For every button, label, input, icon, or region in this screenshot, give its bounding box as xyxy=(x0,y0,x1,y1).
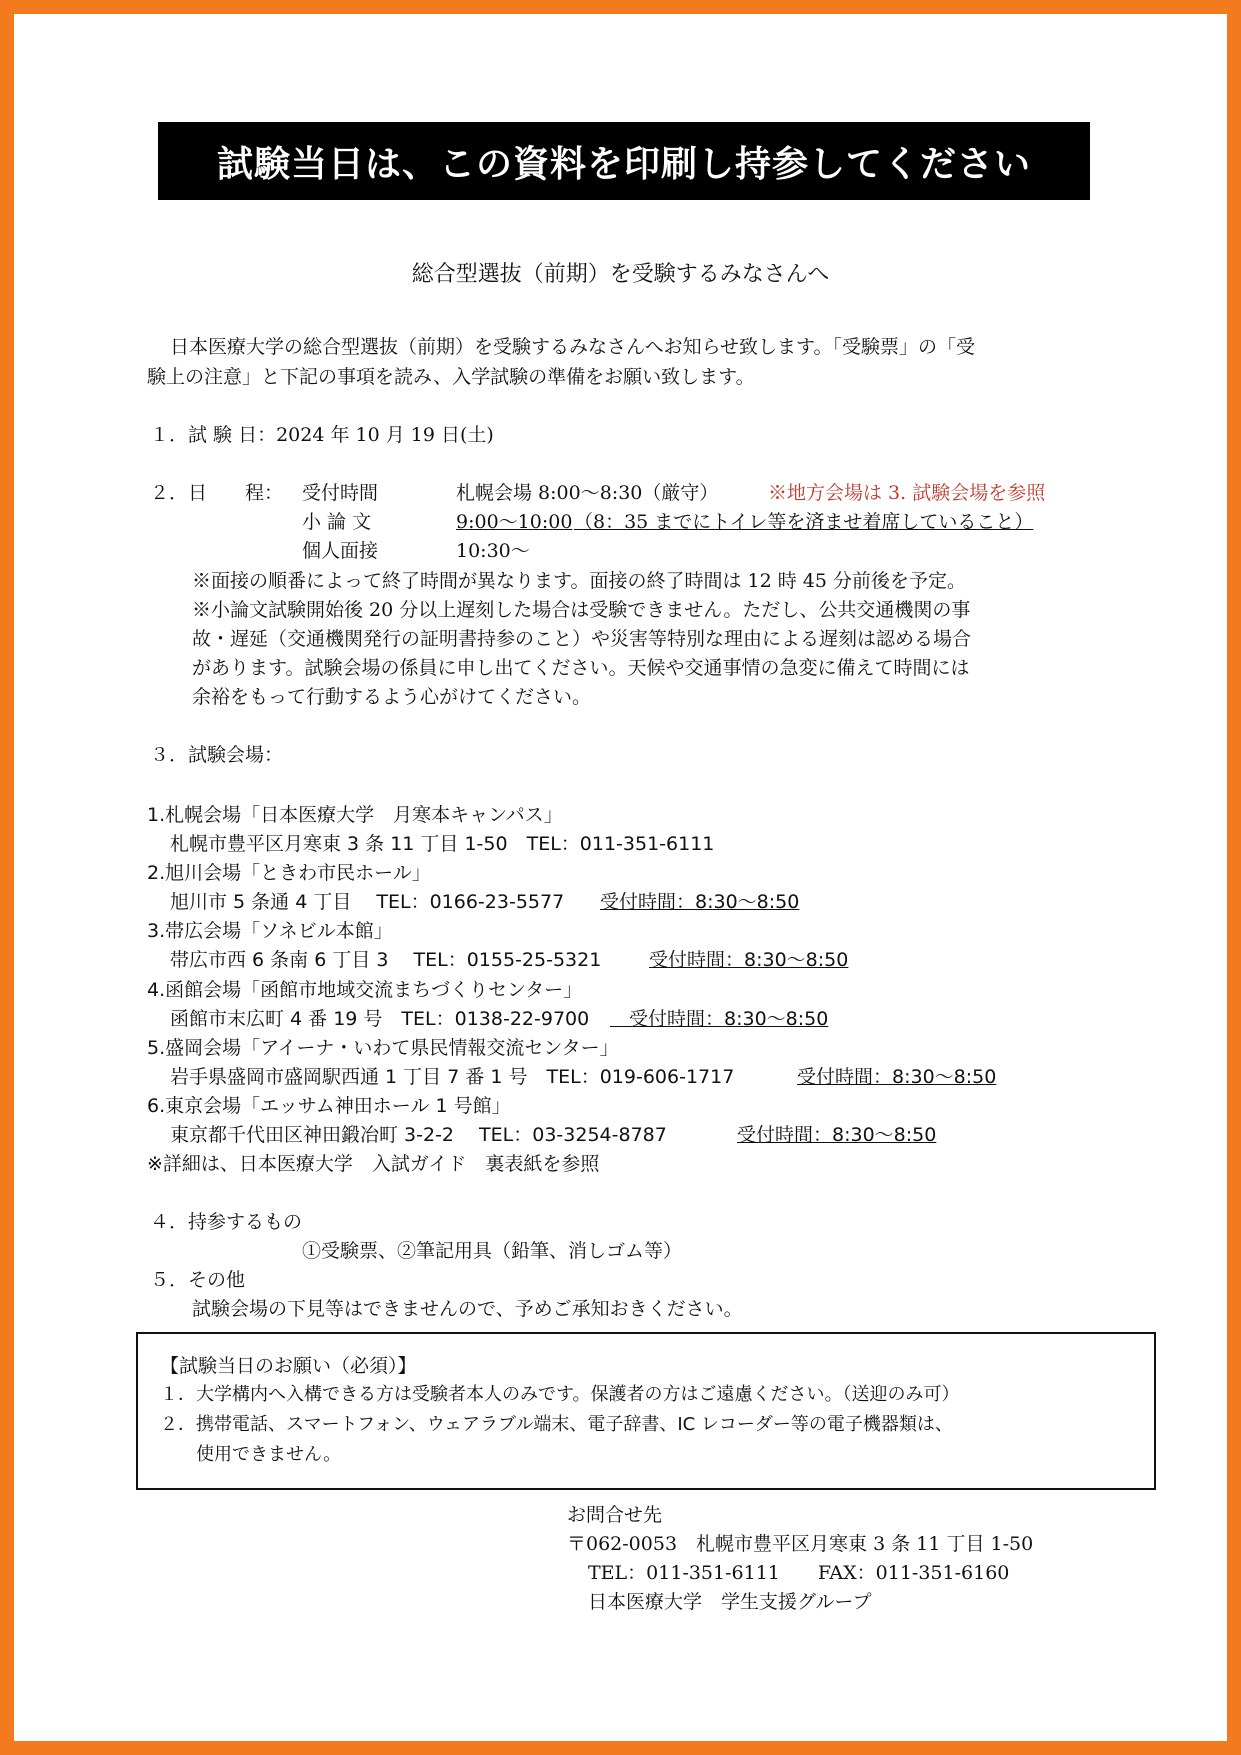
venue-name: 2.旭川会場「ときわ市民ホール」 xyxy=(147,862,431,884)
schedule-row-name: 小 論 文 xyxy=(302,511,372,533)
schedule-row-value: 10:30～ xyxy=(456,540,530,562)
section-schedule-label: ２．日 程： xyxy=(150,482,284,504)
venue-address: 岩手県盛岡市盛岡駅西通 1 丁目 7 番 1 号 TEL：019-606-1717 xyxy=(170,1066,754,1088)
schedule-note: ※面接の順番によって終了時間が異なります。面接の終了時間は 12 時 45 分前後を予定。 xyxy=(192,570,966,592)
section-bring-label: ４．持参するもの xyxy=(150,1211,303,1233)
requests-title: 【試験当日のお願い（必須）】 xyxy=(160,1355,417,1377)
section-venues-label: ３．試験会場： xyxy=(150,744,284,766)
venue-address: 帯広市西 6 条南 6 丁目 3 TEL：0155-25-5321 xyxy=(170,949,621,971)
schedule-row-name: 個人面接 xyxy=(302,540,379,562)
venue-name: 5.盛岡会場「アイーナ・いわて県民情報交流センター」 xyxy=(147,1037,619,1059)
venue-reception-time: 受付時間：8:30～8:50 xyxy=(737,1124,937,1146)
bring-items: ①受験票、②筆記用具（鉛筆、消しゴム等） xyxy=(302,1240,683,1262)
schedule-row-value: 札幌会場 8:00～8:30（厳守） xyxy=(456,482,719,504)
venue-address: 函館市末広町 4 番 19 号 TEL：0138-22-9700 xyxy=(170,1008,590,1030)
schedule-row-note: （8：35 までにトイレ等を済ませ着席していること） xyxy=(574,511,1034,533)
venue-name: 4.函館会場「函館市地域交流まちづくりセンター」 xyxy=(147,979,583,1001)
request-item-2-cont: 使用できません。 xyxy=(196,1444,342,1465)
schedule-note: 余裕をもって行動するよう心がけてください。 xyxy=(192,686,592,708)
intro-line-1: 日本医療大学の総合型選抜（前期）を受験するみなさんへお知らせ致します。「受験票」の「受 xyxy=(170,336,976,358)
intro-line-2: 験上の注意」と下記の事項を読み、入学試験の準備をお願い致します。 xyxy=(147,366,755,388)
venue-reception-time: 受付時間：8:30～8:50 xyxy=(600,891,800,913)
schedule-note: があります。試験会場の係員に申し出てください。天候や交通事情の急変に備えて時間には xyxy=(192,657,970,679)
schedule-row-name: 受付時間 xyxy=(302,482,379,504)
venue-name: 6.東京会場「エッサム神田ホール 1 号館」 xyxy=(147,1095,511,1117)
venue-reception-time: 受付時間：8:30～8:50 xyxy=(610,1008,829,1030)
venue-address: 東京都千代田区神田鍛冶町 3-2-2 TEL：03-3254-8787 xyxy=(170,1124,686,1146)
contact-label: お問合せ先 xyxy=(567,1504,663,1526)
contact-phone: TEL：011-351-6111 FAX：011-351-6160 xyxy=(588,1562,1010,1584)
schedule-row-value: 9:00～10:00 xyxy=(456,511,573,533)
other-text: 試験会場の下見等はできませんので、予めご承知おきください。 xyxy=(192,1298,743,1320)
request-item-2: ２．携帯電話、スマートフォン、ウェアラブル端末、電子辞書、IC レコーダー等の電子機器類は、 xyxy=(160,1414,953,1435)
contact-postal: 〒062-0053 札幌市豊平区月寒東 3 条 11 丁目 1-50 xyxy=(567,1533,1034,1555)
venue-name: 1.札幌会場「日本医療大学 月寒本キャンパス」 xyxy=(147,804,563,826)
contact-org: 日本医療大学 学生支援グループ xyxy=(588,1591,872,1613)
venues-footnote: ※詳細は、日本医療大学 入試ガイド 裏表紙を参照 xyxy=(147,1153,600,1175)
schedule-note: ※小論文試験開始後 20 分以上遅刻した場合は受験できません。ただし、公共交通機関の事 xyxy=(192,599,971,621)
request-item-1: １．大学構内へ入構できる方は受験者本人のみです。保護者の方はご遠慮ください。（送迎のみ可） xyxy=(160,1384,960,1405)
schedule-row-note: ※地方会場は 3. 試験会場を参照 xyxy=(768,482,1046,504)
venue-name: 3.帯広会場「ソネビル本館」 xyxy=(147,920,393,942)
venue-address: 札幌市豊平区月寒東 3 条 11 丁目 1-50 TEL：011-351-6111 xyxy=(170,833,715,855)
section-exam-date: １．試 験 日：2024 年 10 月 19 日(土) xyxy=(150,424,494,446)
venue-reception-time: 受付時間：8:30～8:50 xyxy=(797,1066,997,1088)
section-other-label: ５．その他 xyxy=(150,1269,246,1291)
venue-reception-time: 受付時間：8:30～8:50 xyxy=(649,949,849,971)
venue-address: 旭川市 5 条通 4 丁目 TEL：0166-23-5577 xyxy=(170,891,584,913)
page-subtitle: 総合型選抜（前期）を受験するみなさんへ xyxy=(411,262,830,287)
schedule-note: 故・遅延（交通機関発行の証明書持参のこと）や災害等特別な理由による遅刻は認める場合 xyxy=(192,628,972,650)
banner-title: 試験当日は、この資料を印刷し持参してください xyxy=(158,122,1090,200)
